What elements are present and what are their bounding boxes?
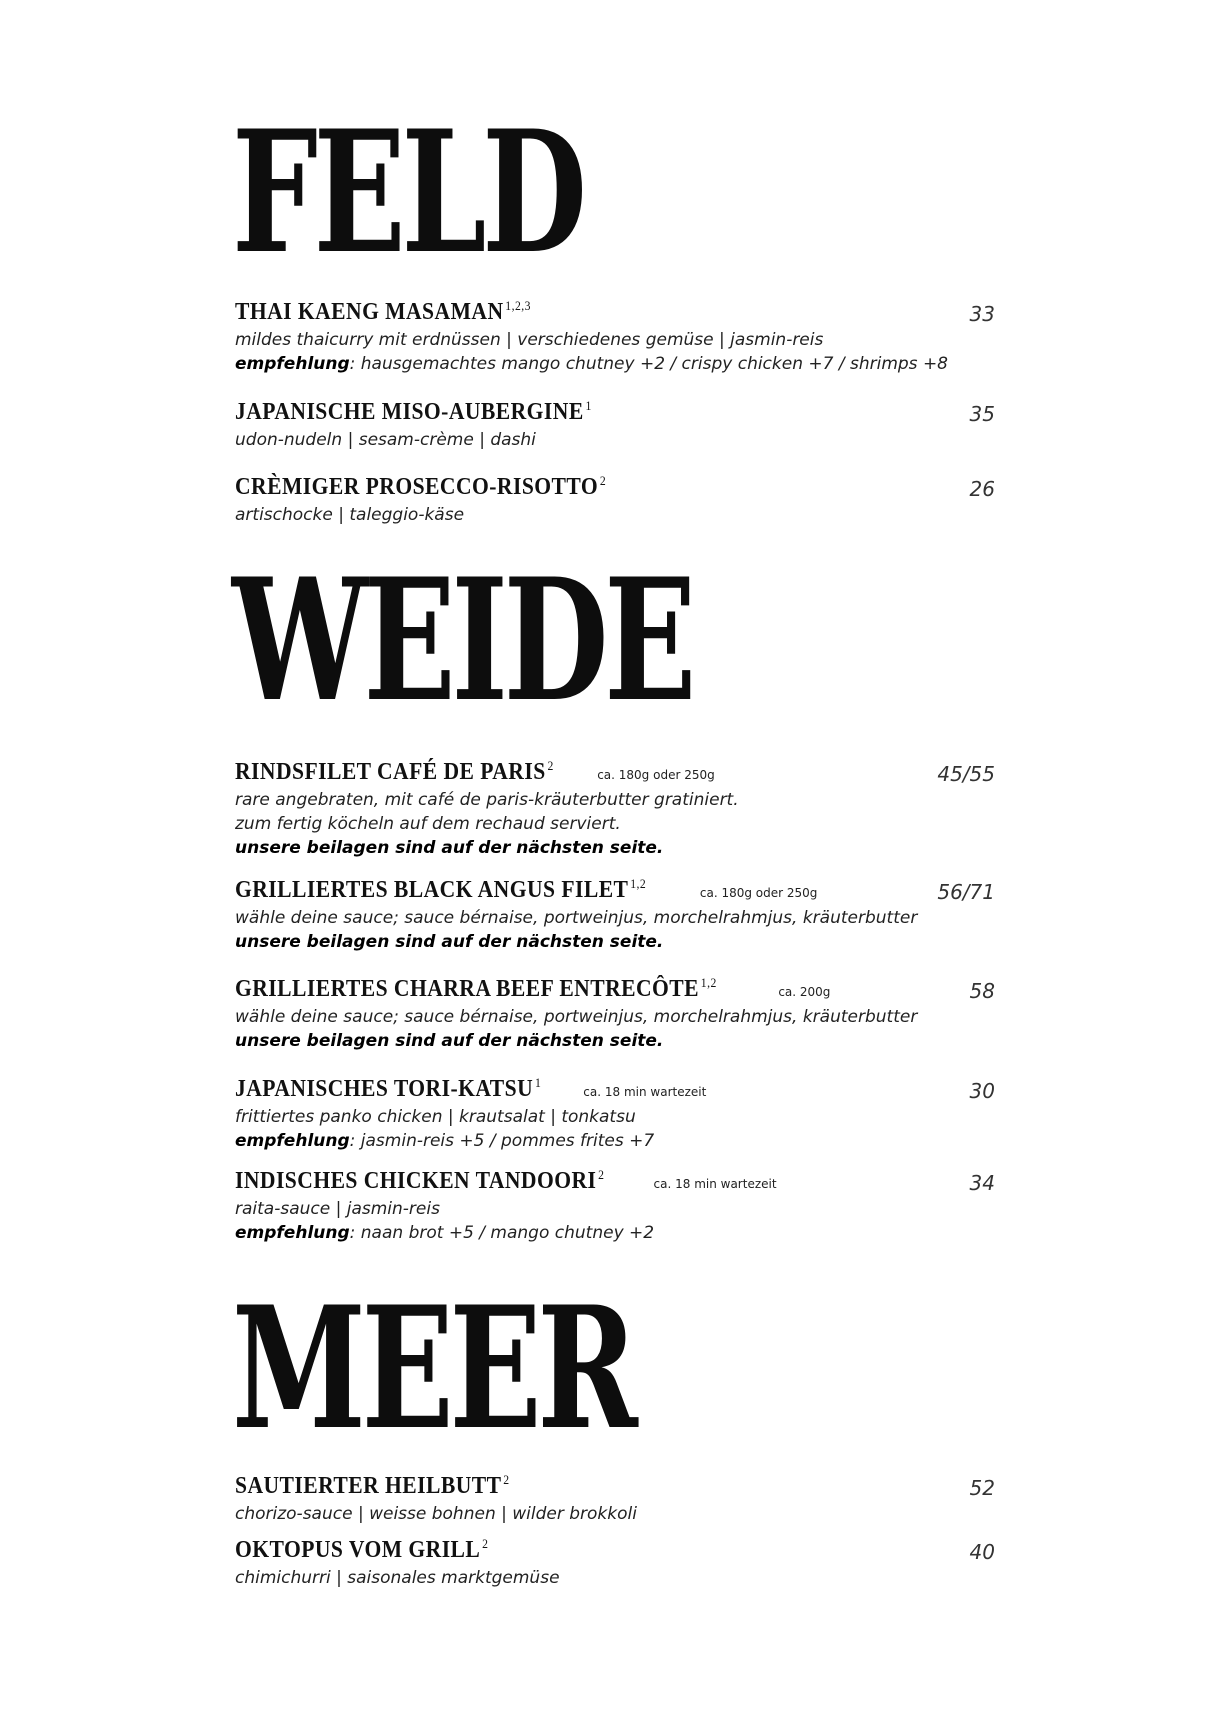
item-recommendation: empfehlung: hausgemachtes mango chutney +2 / crispy chicken +7 / shrimps +8 bbox=[235, 354, 949, 374]
item-description: mildes thaicurry mit erdnüssen | verschiedenes gemüse | jasmin-reis bbox=[235, 330, 824, 350]
item-description: wähle deine sauce; sauce bérnaise, portweinjus, morchelrahmjus, kräuterbutter bbox=[235, 1007, 918, 1027]
item-description: rare angebraten, mit café de paris-kräuterbutter gratiniert. bbox=[235, 790, 739, 810]
menu-item bbox=[235, 758, 995, 860]
item-price: 34 bbox=[969, 1171, 995, 1195]
item-price: 26 bbox=[969, 477, 995, 501]
sides-note: unsere beilagen sind auf der nächsten seite. bbox=[235, 1031, 664, 1051]
menu-item bbox=[235, 876, 995, 954]
item-price: 45/55 bbox=[937, 762, 995, 786]
menu-item bbox=[235, 1536, 995, 1590]
item-price: 56/71 bbox=[937, 880, 995, 904]
section-title-meer: MEER bbox=[232, 1269, 634, 1467]
section-title-feld: FELD bbox=[232, 93, 583, 291]
item-description-2: zum fertig köcheln auf dem rechaud serviert. bbox=[235, 814, 621, 834]
item-size-note: ca. 180g oder 250g bbox=[597, 768, 715, 782]
item-description: raita-sauce | jasmin-reis bbox=[235, 1199, 440, 1219]
item-description: udon-nudeln | sesam-crème | dashi bbox=[235, 430, 536, 450]
menu-item bbox=[235, 298, 995, 376]
item-name: INDISCHES CHICKEN TANDOORI $^2$ bbox=[235, 1167, 605, 1194]
item-size-note: ca. 18 min wartezeit bbox=[653, 1177, 777, 1191]
item-name: OKTOPUS VOM GRILL $^2$ bbox=[235, 1536, 489, 1563]
item-description: wähle deine sauce; sauce bérnaise, portweinjus, morchelrahmjus, kräuterbutter bbox=[235, 908, 918, 928]
item-description: frittiertes panko chicken | krautsalat | tonkatsu bbox=[235, 1107, 636, 1127]
item-price: 52 bbox=[969, 1476, 995, 1500]
sides-note: unsere beilagen sind auf der nächsten seite. bbox=[235, 932, 664, 952]
menu-item bbox=[235, 1167, 995, 1245]
menu-item bbox=[235, 398, 995, 452]
item-name: THAI KAENG MASAMAN $^{1,2,3}$ bbox=[235, 298, 531, 325]
item-price: 35 bbox=[969, 402, 995, 426]
section-title-weide: WEIDE bbox=[232, 541, 693, 739]
item-price: 40 bbox=[969, 1540, 995, 1564]
item-description: chimichurri | saisonales marktgemüse bbox=[235, 1568, 560, 1588]
item-price: 30 bbox=[969, 1079, 995, 1103]
item-name: GRILLIERTES BLACK ANGUS FILET $^{1,2}$ bbox=[235, 876, 647, 903]
item-description: chorizo-sauce | weisse bohnen | wilder brokkoli bbox=[235, 1504, 637, 1524]
menu-item bbox=[235, 1075, 995, 1153]
menu-item bbox=[235, 1472, 995, 1526]
item-name: SAUTIERTER HEILBUTT $^2$ bbox=[235, 1472, 510, 1499]
item-price: 33 bbox=[969, 302, 995, 326]
item-size-note: ca. 200g bbox=[778, 985, 831, 999]
item-recommendation: empfehlung: naan brot +5 / mango chutney +2 bbox=[235, 1223, 655, 1243]
item-size-note: ca. 18 min wartezeit bbox=[583, 1085, 707, 1099]
item-name: GRILLIERTES CHARRA BEEF ENTRECÔTE $^{1,2}$ bbox=[235, 975, 717, 1002]
item-name: CRÈMIGER PROSECCO-RISOTTO $^2$ bbox=[235, 473, 607, 500]
item-description: artischocke | taleggio-käse bbox=[235, 505, 465, 525]
menu-item bbox=[235, 975, 995, 1053]
item-name: JAPANISCHE MISO-AUBERGINE $^1$ bbox=[235, 398, 592, 425]
item-name: RINDSFILET CAFÉ DE PARIS $^2$ bbox=[235, 758, 554, 785]
item-price: 58 bbox=[969, 979, 995, 1003]
sides-note: unsere beilagen sind auf der nächsten seite. bbox=[235, 838, 664, 858]
item-recommendation: empfehlung: jasmin-reis +5 / pommes frites +7 bbox=[235, 1131, 655, 1151]
item-name: JAPANISCHES TORI-KATSU $^1$ bbox=[235, 1075, 542, 1102]
item-size-note: ca. 180g oder 250g bbox=[699, 886, 818, 900]
menu-item bbox=[235, 473, 995, 527]
